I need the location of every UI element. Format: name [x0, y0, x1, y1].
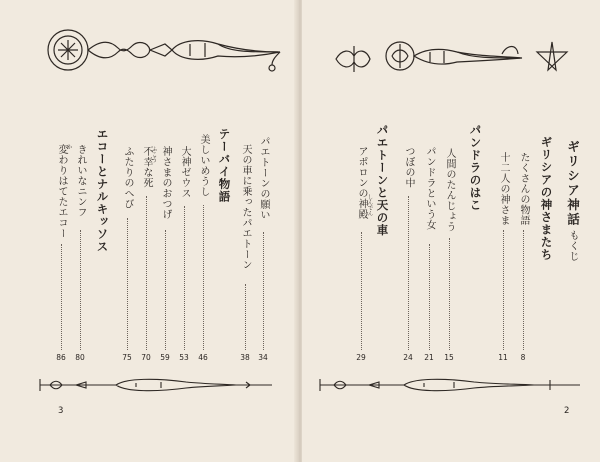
toc-section-heading: エコーとナルキッソス [95, 128, 110, 253]
toc-entry-text: 美しいめうし [198, 134, 209, 197]
toc-entry-text: ふたりのへび [122, 146, 133, 209]
ornamental-scepter-icon [40, 22, 290, 82]
leader-dots [263, 232, 264, 350]
toc-page-number: 21 [424, 353, 434, 362]
toc-page-number: 38 [240, 353, 250, 362]
toc-page-number: 75 [122, 353, 132, 362]
leader-dots [203, 205, 204, 350]
toc-entry-text: パンドラという女 [424, 146, 435, 230]
leader-dots [449, 238, 450, 350]
ruby-annotation: ふこう [150, 146, 157, 163]
toc-page-number: 24 [403, 353, 413, 362]
leader-dots [80, 230, 81, 350]
toc-page-number: 86 [56, 353, 66, 362]
toc-page-number: 11 [498, 353, 508, 362]
toc-section-heading: パンドラのはこ [468, 124, 483, 212]
ruby-annotation: か [65, 144, 72, 150]
left-page [0, 0, 298, 462]
leader-dots [61, 244, 62, 350]
leader-dots [165, 230, 166, 350]
toc-page-number: 15 [444, 353, 454, 362]
toc-page-number: 53 [179, 353, 189, 362]
toc-entry-text: 天の車に乗ったパエトーン [240, 144, 251, 270]
leader-dots [429, 244, 430, 350]
toc-page-number: 80 [75, 353, 85, 362]
leader-dots [245, 284, 246, 350]
toc-entry-text: パエトーンの願い [258, 136, 269, 220]
page-subtitle: もくじ [567, 230, 578, 262]
five-point-star-icon [534, 40, 570, 76]
toc-entry-text: 人間のたんじょう [444, 148, 455, 232]
leader-dots [184, 206, 185, 350]
toc-page-number: 8 [520, 353, 526, 362]
toc-page-number: 70 [141, 353, 151, 362]
leader-dots [408, 196, 409, 350]
toc-entry-text: たくさんの物語 [518, 152, 529, 226]
leader-dots [503, 230, 504, 350]
leader-dots [523, 230, 524, 350]
page-title: ギリシア神話 [565, 140, 581, 227]
toc-section-heading: ギリシアの神さまたち [539, 136, 554, 261]
toc-section-heading: テーバイ物語 [217, 128, 232, 203]
leader-dots [361, 232, 362, 350]
toc-section-heading: パエトーンと天の車 [375, 124, 390, 237]
toc-page-number: 46 [198, 353, 208, 362]
leader-dots [146, 196, 147, 350]
page-folio: 3 [58, 406, 64, 416]
toc-page-number: 29 [356, 353, 366, 362]
leader-dots [127, 218, 128, 350]
toc-page-number: 34 [258, 353, 268, 362]
toc-entry-text: 神さまのおつげ [160, 146, 171, 220]
right-page [302, 0, 600, 462]
page-folio: 2 [564, 406, 570, 416]
ornamental-rule-icon [36, 374, 276, 396]
toc-entry-text: 十二人の神さま [498, 152, 509, 226]
toc-entry-text: 変わりはてたエコー [56, 144, 67, 239]
toc-entry-text: つぼの中 [403, 146, 414, 188]
ruby-annotation: しんでん [366, 194, 373, 216]
toc-entry-text: 大神ゼウス [179, 146, 190, 199]
ornamental-scepter-icon [332, 34, 532, 84]
toc-entry-text: アポロンの神殿 [356, 146, 367, 220]
ornamental-rule-icon [314, 374, 584, 396]
toc-entry-text: 不幸な死 [141, 146, 152, 188]
toc-page-number: 59 [160, 353, 170, 362]
toc-entry-text: きれいなニンフ [75, 144, 86, 218]
